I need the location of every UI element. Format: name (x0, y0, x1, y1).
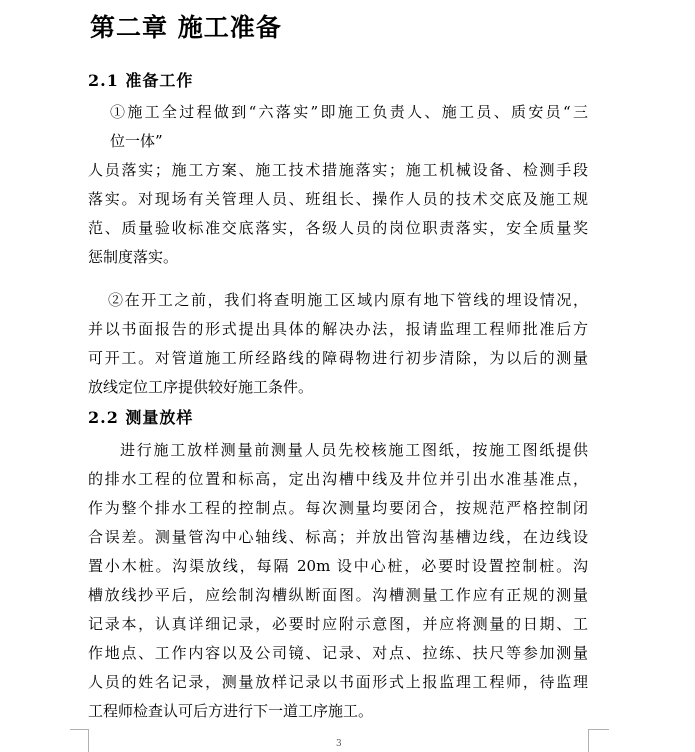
paragraph-line: 位一体” (110, 132, 163, 150)
paragraph-preparation-1 (88, 98, 588, 272)
paragraph-line: 并以书面报告的形式提出具体的解决办法，报请监理工程师批准后方 (88, 320, 588, 338)
margin-corner-mark-left (70, 729, 89, 752)
page-number: 3 (336, 739, 342, 749)
paragraph-preparation-2 (88, 286, 588, 402)
paragraph-line: 作地点、工作内容以及公司镜、记录、对点、拉练、扶尺等参加测量 (88, 644, 588, 662)
paragraph-line: 作为整个排水工程的控制点。每次测量均要闭合，按规范严格控制闭 (88, 499, 588, 517)
paragraph-line: 落实。对现场有关管理人员、班组长、操作人员的技术交底及施工规 (88, 190, 588, 208)
chapter-title: 第二章 施工准备 (90, 13, 282, 42)
paragraph-line: 记录本，认真详细记录，必要时应附示意图，并应将测量的日期、工 (88, 615, 588, 633)
paragraph-line: 范、质量验收标准交底落实，各级人员的岗位职责落实，安全质量奖 (88, 219, 588, 237)
section-heading-2-2: 2.2 测量放样 (88, 408, 194, 427)
paragraph-line: 置小木桩。沟渠放线，每隔 20m 设中心桩，必要时设置控制桩。沟 (88, 557, 588, 575)
margin-corner-mark-right (588, 729, 609, 752)
paragraph-line: 放线定位工序提供较好施工条件。 (88, 378, 314, 396)
paragraph-line: 进行施工放样测量前测量人员先校核施工图纸，按施工图纸提供 (120, 441, 588, 459)
paragraph-line: 惩制度落实。 (88, 248, 179, 266)
paragraph-line: 的排水工程的位置和标高，定出沟槽中线及井位并引出水准基准点， (88, 470, 588, 488)
paragraph-line: 合误差。测量管沟中心轴线、标高；并放出管沟基槽边线，在边线设 (88, 528, 588, 546)
paragraph-line: 可开工。对管道施工所经路线的障碍物进行初步清除，为以后的测量 (88, 349, 588, 367)
paragraph-line: ②在开工之前，我们将查明施工区域内原有地下管线的埋设情况， (108, 291, 588, 309)
paragraph-line: ①施工全过程做到“六落实”即施工负责人、施工员、质安员“三 (110, 103, 588, 121)
paragraph-line: 人员的姓名记录，测量放样记录以书面形式上报监理工程师，待监理 (88, 673, 588, 691)
paragraph-line: 人员落实；施工方案、施工技术措施落实；施工机械设备、检测手段 (88, 161, 588, 179)
paragraph-surveying (88, 436, 588, 726)
section-heading-2-1: 2.1 准备工作 (88, 71, 194, 90)
paragraph-line: 槽放线抄平后，应绘制沟槽纵断面图。沟槽测量工作应有正规的测量 (88, 586, 588, 604)
paragraph-line: 工程师检查认可后方进行下一道工序施工。 (88, 702, 374, 720)
